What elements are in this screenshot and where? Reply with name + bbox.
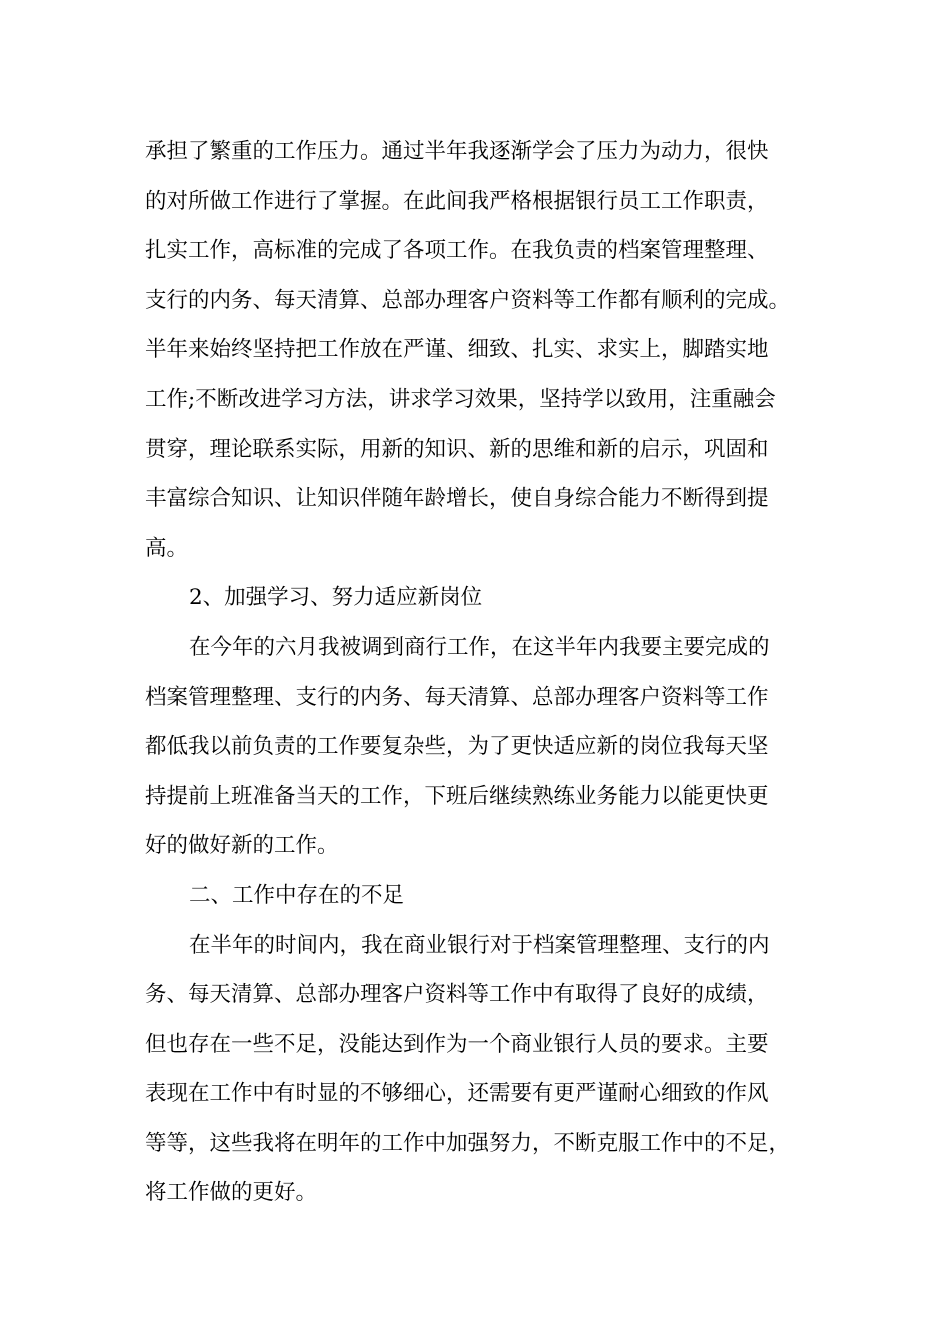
text-line: 都低我以前负责的工作要复杂些，为了更快适应新的岗位我每天坚 (145, 734, 769, 760)
text-line: 档案管理整理、支行的内务、每天清算、总部办理客户资料等工作 (145, 684, 769, 710)
text-line: 将工作做的更好。 (145, 1180, 318, 1206)
document-body (145, 127, 825, 1218)
paragraph-start-line: 在半年的时间内，我在商业银行对于档案管理整理、支行的内 (189, 932, 770, 958)
text-line: 表现在工作中有时显的不够细心，还需要有更严谨耐心细致的作风 (145, 1081, 769, 1107)
section-heading: 2、加强学习、努力适应新岗位 (189, 585, 483, 611)
text-line: 高。 (145, 535, 189, 561)
text-line: 但也存在一些不足，没能达到作为一个商业银行人员的要求。主要 (145, 1031, 769, 1057)
text-line: 支行的内务、每天清算、总部办理客户资料等工作都有顺利的完成。 (145, 287, 791, 313)
text-line: 务、每天清算、总部办理客户资料等工作中有取得了良好的成绩， (145, 982, 769, 1008)
section-heading: 二、工作中存在的不足 (189, 882, 405, 908)
text-line: 丰富综合知识、让知识伴随年龄增长，使自身综合能力不断得到提 (145, 486, 769, 512)
text-line: 的对所做工作进行了掌握。在此间我严格根据银行员工工作职责， (145, 188, 769, 214)
text-line: 好的做好新的工作。 (145, 833, 339, 859)
text-line: 等等，这些我将在明年的工作中加强努力，不断克服工作中的不足， (145, 1130, 791, 1156)
text-line: 贯穿，理论联系实际，用新的知识、新的思维和新的启示，巩固和 (145, 436, 769, 462)
paragraph-start-line: 在今年的六月我被调到商行工作，在这半年内我要主要完成的 (189, 634, 770, 660)
text-line: 半年来始终坚持把工作放在严谨、细致、扎实、求实上，脚踏实地 (145, 337, 769, 363)
text-line: 扎实工作，高标准的完成了各项工作。在我负责的档案管理整理、 (145, 238, 769, 264)
text-line: 承担了繁重的工作压力。通过半年我逐渐学会了压力为动力，很快 (145, 139, 769, 164)
text-line: 工作;不断改进学习方法，讲求学习效果，坚持学以致用，注重融会 (145, 386, 776, 412)
text-line: 持提前上班准备当天的工作，下班后继续熟练业务能力以能更快更 (145, 783, 769, 809)
